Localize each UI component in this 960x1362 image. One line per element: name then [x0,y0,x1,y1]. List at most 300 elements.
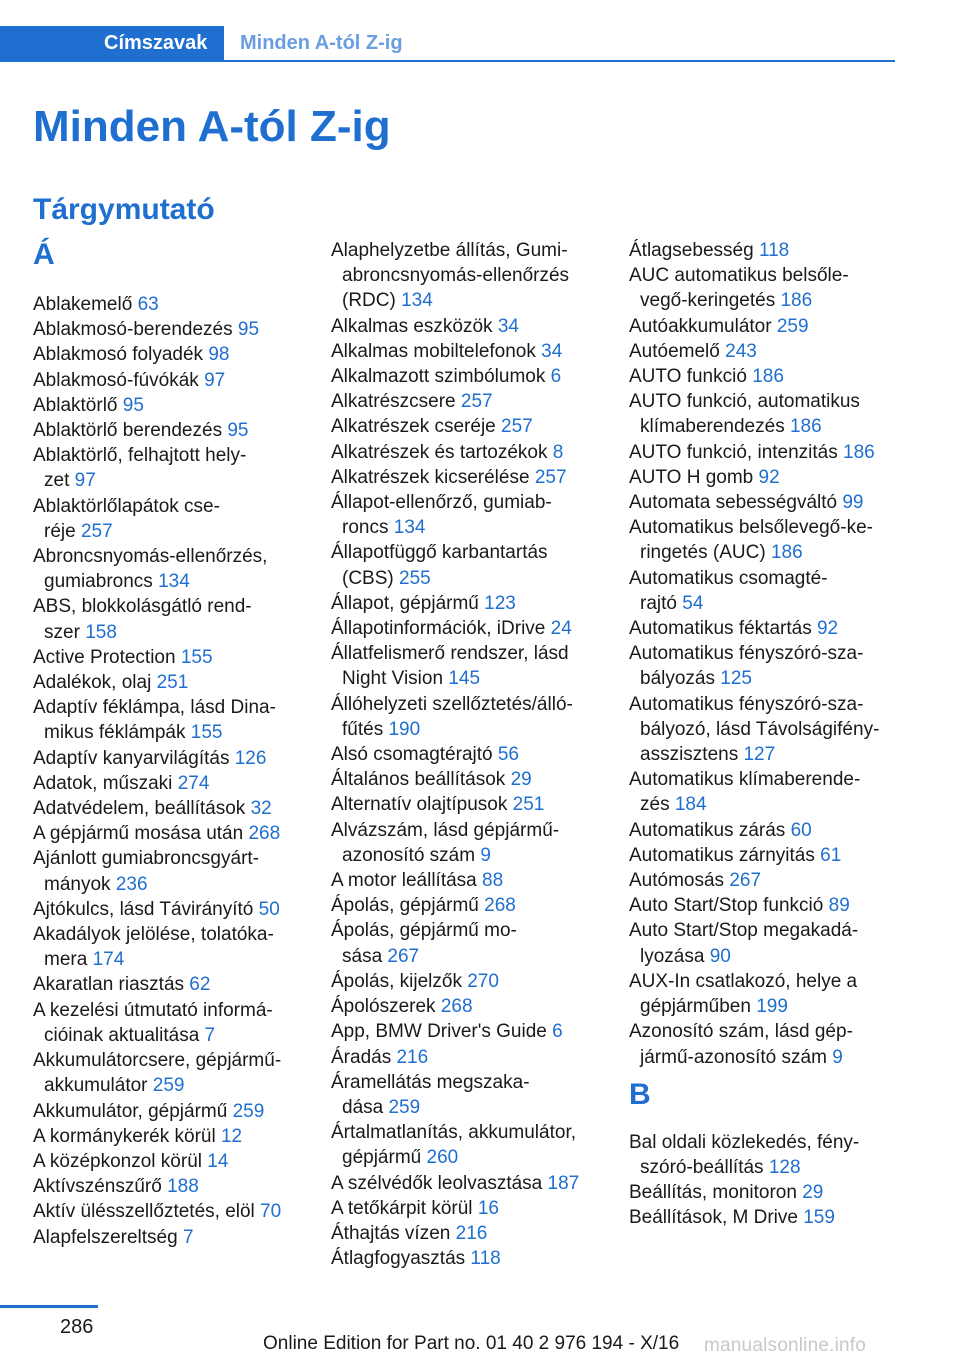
page-link[interactable]: 95 [237,319,260,341]
index-entry-text [33,1199,305,1224]
index-entry-term: sása [342,945,383,967]
index-entry [33,897,305,922]
index-entry-text [331,1019,603,1044]
page-title: Minden A-tól Z-ig [33,102,391,151]
index-entry-term: A gépjármű mosása után [33,823,244,845]
index-entry-term: Automata sebességváltó [629,492,838,514]
index-entry-text [629,364,901,389]
index-entry [33,645,305,670]
page-link[interactable]: 260 [426,1147,459,1169]
index-entry-term: Akaratlan riasztás [33,974,185,996]
index-entry [629,893,901,918]
index-entry-text [629,994,901,1019]
page-link[interactable]: 29 [510,769,532,791]
index-entry [331,490,603,540]
index-entry-term: Alapfelszereltség [33,1226,178,1248]
index-entry-term: Automatikus zárnyitás [629,844,815,866]
index-entry [331,641,603,691]
index-entry-term: Bal oldali közlekedés, fény- [629,1131,860,1153]
page-link[interactable]: 186 [770,542,803,564]
index-entry-text [331,1196,603,1221]
index-entry-term: bályozás [640,668,715,690]
index-entry-text [33,418,305,443]
page-link[interactable]: 50 [258,898,280,920]
index-entry-term: Adalékok, olaj [33,672,152,694]
index-entry-text [629,1045,901,1070]
index-entry-text [331,717,603,742]
index-column-1 [33,238,305,1250]
index-entry-text [331,641,603,666]
index-entry [331,339,603,364]
index-entry [331,465,603,490]
index-entry-text [33,1023,305,1048]
index-entry-term: abroncsnyomás-ellenőrzés [342,265,570,287]
page-link[interactable]: 251 [156,672,189,694]
page-link[interactable]: 134 [158,571,190,593]
page-link[interactable]: 268 [248,823,281,845]
index-entry-text [629,666,901,691]
index-entry-term: szóró-beállítás [640,1156,764,1178]
page-link[interactable]: 54 [682,592,704,614]
index-entry-text [33,897,305,922]
index-entry [33,922,305,972]
index-entry-text [331,868,603,893]
page-link[interactable]: 186 [843,441,875,463]
page-link[interactable]: 216 [396,1046,429,1068]
index-entry-text [629,843,901,868]
index-entry [629,339,901,364]
page-link[interactable]: 187 [547,1172,580,1194]
index-entry-term: Alternatív olajtípusok [331,794,508,816]
index-entry [331,868,603,893]
index-entry-term: Ablaktörlő berendezés [33,420,223,442]
index-entry-term: Ápolás, gépjármű mo- [331,920,517,942]
header-bar [0,26,895,62]
index-entry-term: Állóhelyzeti szellőztetés/álló- [331,693,573,715]
page-link[interactable]: 186 [752,366,784,388]
index-entry-term: Ablakmosó-fúvókák [33,369,199,391]
index-entry-text [629,288,901,313]
page-link[interactable]: 158 [85,621,117,643]
index-entry [33,972,305,997]
index-entry-term: Alvázszám, lásd gépjármű- [331,819,560,841]
index-entry-term: Aktívszénszűrő [33,1176,162,1198]
page-link[interactable]: 63 [137,294,159,315]
index-entry-text [629,339,901,364]
index-entry-term: A kormánykerék körül [33,1125,216,1147]
index-entry-term: Alkalmazott szimbólumok [331,366,546,388]
index-entry [331,742,603,767]
index-entry-text [629,969,901,994]
index-entry-term: gépjárműben [640,996,751,1018]
index-entry-text [33,544,305,569]
index-entry-text [629,440,901,465]
index-entry-term: Alkalmas eszközök [331,315,493,337]
page-link[interactable]: 98 [208,344,230,366]
index-entry-term: AUTO funkció [629,366,747,388]
index-entry [33,1225,305,1250]
page-link[interactable]: 216 [455,1222,488,1244]
index-entry-term: Ártalmatlanítás, akkumulátor, [331,1122,576,1144]
index-entry-text [331,843,603,868]
page-link[interactable]: 70 [260,1201,282,1223]
index-entry [629,314,901,339]
page-link[interactable]: 186 [789,416,822,438]
page-link[interactable]: 12 [220,1125,243,1147]
index-entry [629,440,901,465]
page-link[interactable]: 174 [92,949,125,971]
index-entry-text [629,414,901,439]
index-entry [33,393,305,418]
page-link[interactable]: 257 [460,391,493,413]
index-entry-text [33,872,305,897]
index-entry-text [331,490,603,515]
index-entry-term: A kezelési útmutató informá- [33,999,273,1021]
index-entry-text [33,468,305,493]
index-entry-term: Áradás [331,1046,392,1068]
index-entry [629,465,901,490]
index-entry-text [33,1099,305,1124]
index-entry-text [331,339,603,364]
index-entry [331,792,603,817]
page-link[interactable]: 92 [758,466,780,488]
index-entry-term: Beállítások, M Drive [629,1207,798,1229]
index-entry-term: dása [342,1096,384,1118]
index-entry [331,314,603,339]
index-entry-text [629,1019,901,1044]
index-entry-text [33,494,305,519]
index-entry [331,893,603,918]
index-entry-term: akkumulátor [44,1075,148,1097]
index-entry [33,670,305,695]
index-entry-term: jármű-azonosító szám [640,1046,827,1068]
page-link[interactable]: 89 [828,895,850,917]
index-entry-term: Abroncsnyomás-ellenőrzés, [33,546,268,568]
index-entry-term: Azonosító szám, lásd gép- [629,1021,853,1043]
index-entry-term: Ápolószerek [331,996,436,1018]
index-entry [629,969,901,1019]
page-link[interactable]: 126 [234,747,267,769]
index-entry [331,1045,603,1070]
index-entry-term: zés [640,794,670,816]
index-entry [33,1124,305,1149]
page-link[interactable]: 24 [550,618,572,640]
index-entry-term: mera [44,949,88,971]
page-link[interactable]: 155 [190,722,223,744]
index-entry-term: gumiabroncs [44,571,153,593]
page-link[interactable]: 8 [552,441,564,463]
index-entry-text [33,947,305,972]
index-entry-text [629,263,901,288]
index-entry [33,1199,305,1224]
index-entry-text [331,792,603,817]
page-link[interactable]: 145 [448,668,481,690]
page-link[interactable]: 9 [832,1046,843,1068]
index-entry-term: mányok [44,873,111,895]
index-entry-text [33,771,305,796]
page-link[interactable]: 259 [776,315,809,337]
index-entry-term: Ablakmosó folyadék [33,344,204,366]
index-entry-text [629,868,901,893]
index-entry-term: AUTO funkció, intenzitás [629,441,838,463]
index-entry [33,1174,305,1199]
page-link[interactable]: 34 [497,315,519,337]
letter-heading: B [629,1077,651,1111]
index-entry-text [33,846,305,871]
index-entry-term: Áthajtás vízen [331,1222,451,1244]
index-entry-text [629,1180,901,1205]
page-link[interactable]: 95 [227,420,249,442]
page-link[interactable]: 97 [204,369,226,391]
index-entry-text [629,540,901,565]
page-link[interactable]: 34 [541,340,563,362]
page-link[interactable]: 9 [480,844,491,866]
page-link[interactable]: 259 [232,1100,265,1122]
index-entry-term: Átlagsebesség [629,240,754,261]
index-entry-term: Ápolás, gépjármű [331,895,479,917]
index-entry [331,540,603,590]
page-link[interactable]: 251 [512,794,545,816]
page-link[interactable]: 61 [820,844,842,866]
index-entry [331,918,603,968]
page-link[interactable]: 118 [470,1248,501,1270]
index-entry [629,515,901,565]
index-entry-text [331,767,603,792]
page-link[interactable]: 60 [790,819,812,841]
index-entry-term: A motor leállítása [331,870,477,892]
index-entry [33,1149,305,1174]
page-link[interactable]: 236 [115,873,148,895]
index-entry-term: Alkatrészek és tartozékok [331,441,548,463]
page-link[interactable]: 88 [482,870,504,892]
page-link[interactable]: 128 [768,1156,801,1178]
page-link[interactable]: 268 [484,895,516,917]
index-entry-term: mikus féklámpák [44,722,186,744]
index-entry [331,616,603,641]
watermark: manualsonline.info [704,1335,867,1356]
index-entry-text [331,969,603,994]
page-link[interactable]: 14 [207,1150,229,1172]
index-entry-term: asszisztens [640,744,739,766]
page-link[interactable]: 95 [122,394,144,416]
index-entry [331,1019,603,1044]
index-entry-term: (CBS) [342,567,394,589]
page-link[interactable]: 155 [180,646,213,668]
index-entry-text [33,443,305,468]
page-link[interactable]: 274 [177,772,210,794]
index-entry-term: ringetés (AUC) [640,542,766,564]
index-entry-text [629,767,901,792]
index-entry-term: Alkatrészcsere [331,391,456,413]
index-entry-text [629,893,901,918]
edition-note: Online Edition for Part no. 01 40 2 976 194 - X/16 [263,1333,680,1354]
index-entry-term: Általános beállítások [331,769,506,791]
page-link[interactable]: 6 [550,366,562,388]
index-entry [33,746,305,771]
index-entry-term: Adatok, műszaki [33,772,173,794]
index-entry-text [331,893,603,918]
index-entry [331,591,603,616]
index-entry-text [331,288,603,313]
index-entry-term: Adaptív kanyarvilágítás [33,747,230,769]
page-link[interactable]: 7 [204,1024,216,1046]
index-entry-term: Állatfelismerő rendszer, lásd [331,643,569,665]
index-entry-text [629,1130,901,1155]
index-entry-text [629,641,901,666]
index-entry-text [629,944,901,969]
index-entry [331,1246,603,1271]
index-entry [331,818,603,868]
index-entry-term: cióinak aktualitása [44,1024,200,1046]
page-link[interactable]: 97 [74,470,96,492]
index-entry-term: Ajánlott gumiabroncsgyárt- [33,848,259,870]
page-link[interactable]: 7 [182,1226,194,1248]
page-link[interactable]: 259 [152,1075,185,1097]
index-entry [33,317,305,342]
page-link[interactable]: 267 [729,870,762,892]
index-entry [33,695,305,745]
tab-cimszavak[interactable]: Címszavak [0,26,224,62]
index-entry-term: Automatikus fényszóró-sza- [629,643,864,665]
index-entry-text [33,620,305,645]
index-entry [331,414,603,439]
index-entry-term: Alkatrészek cseréje [331,416,496,438]
index-entry-term: klímaberendezés [640,416,785,438]
page-link[interactable]: 268 [440,996,473,1018]
index-entry-term: Akkumulátorcsere, gépjármű- [33,1050,282,1072]
index-entry-text [33,1225,305,1250]
index-entry-text [331,742,603,767]
index-entry-text [629,717,901,742]
index-entry-term: bályozó, lásd Távolságifény- [640,718,880,740]
section-title: Tárgymutató [33,193,215,226]
index-entry-text [629,1205,901,1230]
index-entry-text [629,389,901,414]
index-entry-text [33,695,305,720]
page-link[interactable]: 134 [401,290,433,312]
index-entry [33,1099,305,1124]
page-link[interactable]: 243 [725,340,757,362]
index-entry-text [331,1095,603,1120]
page-link[interactable]: 99 [842,492,864,514]
index-entry-text [33,670,305,695]
index-entry-term: AUTO funkció, automatikus [629,391,860,413]
index-entry [331,389,603,414]
index-entry-text [331,414,603,439]
index-entry-term: szer [44,621,80,643]
page-link[interactable]: 92 [816,618,839,640]
index-entry [629,263,901,313]
index-entry [629,641,901,691]
index-entry-term: AUX-In csatlakozó, helye a [629,970,858,992]
index-entry-term: Ablaktörlő [33,394,118,416]
index-entry-text [33,393,305,418]
page-link[interactable]: 257 [80,520,113,542]
index-entry-term: lyozása [640,945,705,967]
index-entry [629,238,901,263]
index-entry-text [629,818,901,843]
index-entry [629,490,901,515]
page-link[interactable]: 118 [758,240,790,261]
page-link[interactable]: 123 [484,592,516,614]
page-link[interactable]: 270 [467,970,499,992]
index-entry [629,389,901,439]
index-entry-text [629,918,901,943]
index-entry-text [629,591,901,616]
index-entry [33,494,305,544]
page-link[interactable]: 56 [497,744,519,766]
index-entry-text [629,1155,901,1180]
index-entry [629,1130,901,1180]
index-entry-term: Ápolás, kijelzők [331,970,462,992]
index-entry-text [331,440,603,465]
index-entry-term: Adaptív féklámpa, lásd Dina- [33,697,276,719]
index-entry [629,868,901,893]
page-link[interactable]: 159 [803,1207,835,1229]
page-link[interactable]: 6 [552,1021,563,1043]
page-link[interactable]: 255 [399,567,431,589]
index-entry [33,443,305,493]
index-entry-term: Alkatrészek kicserélése [331,466,530,488]
index-entry-text [33,1073,305,1098]
page-link[interactable]: 257 [534,466,567,488]
index-entry-text [331,818,603,843]
index-entry [629,1019,901,1069]
page-link[interactable]: 184 [674,794,707,816]
page-link[interactable]: 267 [387,945,420,967]
index-entry [33,292,305,317]
index-entry-text [33,519,305,544]
page-link[interactable]: 188 [167,1176,199,1198]
page-link[interactable]: 29 [802,1182,824,1204]
index-entry-term: Automatikus féktartás [629,618,812,640]
index-entry-term: Állapotinformációk, iDrive [331,618,546,640]
page-link[interactable]: 134 [393,517,426,539]
page-link[interactable]: 32 [250,798,272,820]
index-entry-term: Állapotfüggő karbantartás [331,542,548,564]
page-link[interactable]: 90 [709,945,731,967]
index-entry [331,440,603,465]
index-entry [33,342,305,367]
index-entry-text [33,317,305,342]
index-entry-term: Aktív ülésszellőztetés, elöl [33,1201,255,1223]
index-entry-text [33,368,305,393]
tab-minden-a-tol-z-ig[interactable]: Minden A-tól Z-ig [240,32,403,54]
page-link[interactable]: 16 [477,1197,499,1219]
index-entry-term: Adatvédelem, beállítások [33,798,246,820]
page-link[interactable]: 186 [780,290,813,312]
page-link[interactable]: 127 [743,744,776,766]
page-link[interactable]: 125 [720,668,752,690]
index-entry-text [33,292,305,317]
index-entry-term: Ablaktörlőlapátok cse- [33,495,220,517]
page-link[interactable]: 199 [756,996,788,1018]
index-entry-text [629,238,901,263]
page-link[interactable]: 259 [388,1096,421,1118]
page-link[interactable]: 62 [189,974,211,996]
index-entry-text [629,314,901,339]
index-entry-text [331,540,603,565]
index-column-2 [331,238,603,1271]
index-entry [331,1171,603,1196]
index-entry [331,1221,603,1246]
index-entry [629,843,901,868]
index-entry [629,1205,901,1230]
index-entry-term: Alkalmas mobiltelefonok [331,340,536,362]
page-link[interactable]: 257 [501,416,533,438]
index-entry-term: réje [44,520,76,542]
page-link[interactable]: 190 [388,718,421,740]
